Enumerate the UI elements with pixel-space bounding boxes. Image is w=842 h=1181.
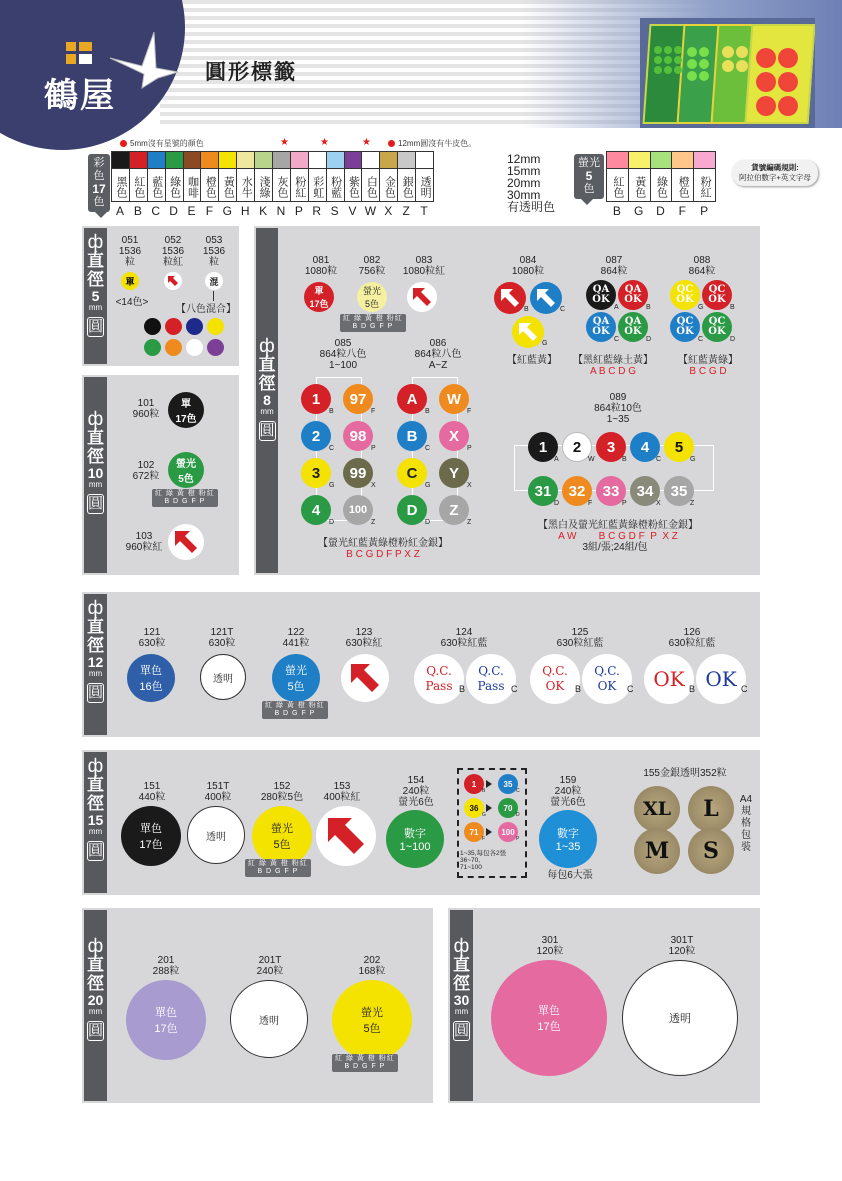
color-dot <box>144 318 161 335</box>
star-icon: ★ <box>362 137 371 148</box>
color-code: B <box>459 684 466 694</box>
number-dot: C <box>397 458 427 488</box>
item-201-dot: 單色 17色 <box>126 980 206 1060</box>
item-081-label: 081 1080粒 <box>304 255 338 277</box>
item-083-label: 083 1080粒紅 <box>402 255 446 277</box>
color-swatch <box>130 152 148 169</box>
color-code: B <box>133 204 142 218</box>
item-153-dot <box>316 806 376 866</box>
color-dot <box>186 318 203 335</box>
color-code: P <box>516 836 520 842</box>
number-dot: D <box>397 495 427 525</box>
color-swatch <box>607 152 629 169</box>
item-201-label: 201 288粒 <box>152 955 180 977</box>
color-name: 白色 <box>362 169 380 202</box>
item-081-dot: 單 17色 <box>304 282 334 312</box>
color-code: F <box>371 408 376 415</box>
item-152-dot: 螢光 5色 <box>252 806 312 866</box>
item-089-codes: A W B C G D F P X Z <box>558 531 678 542</box>
color-code: T <box>420 204 428 218</box>
color-code: D <box>646 336 652 343</box>
number-dot: 35 <box>664 476 694 506</box>
logo-text: 鶴屋 <box>44 76 116 116</box>
number-dot: 70 <box>498 798 518 818</box>
qc-dot: Q.C. OK <box>582 654 632 704</box>
color-name: 灰色 <box>273 169 291 202</box>
color-code: B <box>524 306 529 313</box>
item-089-colors: 【黑白及螢光紅藍黃綠橙粉紅金銀】 <box>538 520 698 531</box>
color-code: C <box>425 445 431 452</box>
color-code: W <box>588 456 595 463</box>
color-name: 黃色 <box>629 169 651 202</box>
color-swatch <box>672 152 694 169</box>
color-dot <box>165 339 182 356</box>
number-dot: 99 <box>343 458 373 488</box>
item-053-dot: 混 <box>205 272 223 290</box>
item-123-label: 123 630粒紅 <box>345 627 383 649</box>
item-154-dot: 數字 1~100 <box>386 810 444 868</box>
arrow-icon <box>175 531 197 553</box>
color-name: 銀色 <box>398 169 416 202</box>
color-name: 綠色 <box>651 169 673 202</box>
arrow-icon <box>486 780 492 788</box>
product-photo <box>640 18 815 128</box>
item-089-pack: 3組/張;24組/包 <box>582 542 648 553</box>
a4-note: A4 規 格 包 裝 <box>739 794 753 853</box>
item-102-label: 102 672粒 <box>132 460 160 482</box>
color-code: C <box>698 336 704 343</box>
color-name: 粉紅 <box>291 169 309 202</box>
number-dot: 1 <box>528 432 558 462</box>
color-code: V <box>348 204 357 218</box>
color-code: C <box>560 306 566 313</box>
color-code: D <box>730 336 736 343</box>
arrow-dot <box>530 282 562 314</box>
item-101-label: 101 960粒 <box>132 398 160 420</box>
arrow-icon <box>486 828 492 836</box>
color-name: 粉紅 <box>694 169 716 202</box>
color-code: Z <box>690 500 695 507</box>
number-dot: 32 <box>562 476 592 506</box>
color-name: 彩虹 <box>309 169 327 202</box>
number-dot: 2 <box>301 421 331 451</box>
item-301-label: 301 120粒 <box>536 935 564 957</box>
color-dot <box>207 339 224 356</box>
arrow-dot <box>494 282 526 314</box>
item-089-label: 089 864粒10色 1~35 <box>594 392 642 425</box>
color-code: E <box>187 204 196 218</box>
color-code: P <box>622 500 627 507</box>
color-swatch <box>398 152 416 169</box>
color-code: G <box>542 340 548 347</box>
fluoro-mini-legend: 紅 綠 黃 橙 粉紅 B D G F P <box>262 701 328 719</box>
color-code: G <box>690 456 696 463</box>
color-code: B <box>425 408 430 415</box>
number-dot: 98 <box>343 421 373 451</box>
color-code: B <box>329 408 334 415</box>
color-code: S <box>330 204 339 218</box>
number-dot: 4 <box>630 432 660 462</box>
star-icon: ★ <box>320 137 329 148</box>
item-159-dot: 數字 1~35 <box>539 810 597 868</box>
number-dot: 31 <box>528 476 558 506</box>
qc-dot: OK <box>644 654 694 704</box>
item-086-label: 086 864粒八色 A~Z <box>414 338 462 371</box>
item-085-colors: 【螢光紅藍黃綠橙粉紅金銀】 <box>318 538 448 549</box>
color-dot <box>144 339 161 356</box>
color-code: A <box>614 304 619 311</box>
item-082-label: 082 756粒 <box>358 255 386 277</box>
number-dot: A <box>397 384 427 414</box>
item-121t-label: 121T 630粒 <box>208 627 236 649</box>
color-swatch <box>273 152 291 169</box>
item-124-label: 124 630粒紅藍 <box>440 627 488 649</box>
color-code: F <box>678 204 686 218</box>
color-code: W <box>364 204 377 218</box>
number-dot: Y <box>439 458 469 488</box>
item-151t-dot: 透明 <box>187 806 245 864</box>
number-dot: 1 <box>301 384 331 414</box>
color-code: G <box>329 482 335 489</box>
qc-dot: Q.C. Pass <box>466 654 516 704</box>
color-dot <box>207 318 224 335</box>
fluoro-tag: 螢光 5 色 <box>574 154 604 199</box>
color-swatch <box>327 152 345 169</box>
side-label-5mm: ф 直 徑 5 mm 圓 <box>84 228 107 364</box>
item-121t-dot: 透明 <box>200 654 246 700</box>
color-code: D <box>516 812 520 818</box>
color-swatch <box>309 152 327 169</box>
color-code: G <box>634 204 644 218</box>
color-swatch <box>112 152 130 169</box>
number-dot: 35 <box>498 774 518 794</box>
color-code: B <box>622 456 627 463</box>
star-note: 5mm沒有星號的顏色 <box>120 138 204 149</box>
logo-mark-icon <box>66 42 92 64</box>
number-dot: W <box>439 384 469 414</box>
item-051-label: 051 1536 粒 <box>118 235 142 268</box>
color-code: C <box>516 788 520 794</box>
color-name: 金色 <box>380 169 398 202</box>
number-dot: 2 <box>562 432 592 462</box>
color-name: 咖啡 <box>184 169 202 202</box>
color-code: A <box>115 204 124 218</box>
item-201t-label: 201T 240粒 <box>256 955 284 977</box>
color-swatch <box>291 152 309 169</box>
qa-dot: QC OK <box>702 312 732 342</box>
color-code: G <box>425 482 431 489</box>
item-085-label: 085 864粒八色 1~100 <box>319 338 367 371</box>
color-code: G <box>222 204 232 218</box>
qa-dot: QC OK <box>702 280 732 310</box>
color17-tag: 彩色 17 色 <box>88 154 110 212</box>
number-dot: B <box>397 421 427 451</box>
color-code: B <box>730 304 735 311</box>
qc-dot: Q.C. Pass <box>414 654 464 704</box>
item-125-label: 125 630粒紅藍 <box>556 627 604 649</box>
fluoro-mini-legend: 紅 綠 黃 橙 粉紅 B D G F P <box>152 489 218 507</box>
item-121-dot: 單色 16色 <box>127 654 175 702</box>
color-code: H <box>240 204 250 218</box>
color-swatch <box>362 152 380 169</box>
color-name: 藍色 <box>148 169 166 202</box>
color-code: P <box>371 445 376 452</box>
color-count-label: <14色> <box>115 297 149 308</box>
color-swatch <box>629 152 651 169</box>
item-087-colors: 【黑紅藍綠土黃】 <box>573 355 653 366</box>
color-code: C <box>329 445 335 452</box>
item-154-note: 1~35,每包各2張 36~70, 71~100 <box>460 850 507 871</box>
color-swatch <box>219 152 237 169</box>
color-name: 淺綠 <box>255 169 273 202</box>
side-label-20mm: ф 直 徑 20 mm 圓 <box>84 910 107 1101</box>
arrow-dot <box>512 316 544 348</box>
color-code: X <box>467 482 472 489</box>
size-dot: S <box>688 828 734 874</box>
color-swatch <box>694 152 716 169</box>
number-dot: 3 <box>596 432 626 462</box>
connector-line <box>213 291 214 301</box>
color-code: Z <box>371 519 376 526</box>
color-name: 紫色 <box>345 169 363 202</box>
item-084-label: 084 1080粒 <box>511 255 545 277</box>
qa-dot: QA OK <box>586 280 616 310</box>
fluoro-grid <box>606 151 716 202</box>
color-code: N <box>276 204 286 218</box>
number-dot: 97 <box>343 384 373 414</box>
item-101-dot: 單 17色 <box>168 392 204 428</box>
color-name: 綠色 <box>166 169 184 202</box>
color-name: 黑色 <box>112 169 130 202</box>
item-202-label: 202 168粒 <box>358 955 386 977</box>
color17-grid <box>111 151 434 202</box>
arrow-icon <box>168 276 178 286</box>
number-dot: 36 <box>464 798 484 818</box>
qa-dot: QA OK <box>586 312 616 342</box>
item-301t-dot: 透明 <box>622 960 738 1076</box>
fluoro-letters <box>606 204 715 218</box>
side-label-12mm: ф 直 徑 12 mm 圓 <box>84 594 107 735</box>
item-151-dot: 單色 17色 <box>121 806 181 866</box>
mix-label: 【八色混合】 <box>176 304 236 315</box>
item-159-pack: 每包6大張 <box>547 870 593 881</box>
star-icon: ★ <box>280 137 289 148</box>
item-126-label: 126 630粒紅藍 <box>668 627 716 649</box>
fluoro-mini-legend: 紅 綠 黃 橙 粉紅 B D G F P <box>340 314 406 332</box>
color-swatch <box>166 152 184 169</box>
item-122-label: 122 441粒 <box>282 627 310 649</box>
side-label-10mm: ф 直 徑 10 mm 圓 <box>84 377 107 573</box>
item-103-label: 103 960粒紅 <box>125 531 163 553</box>
side-label-8mm: ф 直 徑 8 mm 圓 <box>256 228 278 573</box>
fluoro-mini-legend: 紅 綠 黃 橙 粉紅 B D G F P <box>245 859 311 877</box>
item-102-dot: 螢光 5色 <box>168 452 204 488</box>
color-code: X <box>656 500 661 507</box>
qc-dot: Q.C. OK <box>530 654 580 704</box>
number-dot: 5 <box>664 432 694 462</box>
item-152-label: 152 280粒5色 <box>260 781 304 803</box>
item-084-colors: 【紅藍黃】 <box>507 355 557 366</box>
color-swatch <box>416 152 434 169</box>
color-code: P <box>294 204 303 218</box>
color-name: 水牛 <box>237 169 255 202</box>
color-code: K <box>259 204 268 218</box>
color-name: 粉藍 <box>327 169 345 202</box>
color-code: D <box>425 519 431 526</box>
color-name: 橙色 <box>201 169 219 202</box>
item-154-label: 154 240粒 螢光6色 <box>398 775 434 808</box>
size-list: 12mm 15mm 20mm 30mm 有透明色 <box>507 152 556 214</box>
number-dot: X <box>439 421 469 451</box>
color-code: B <box>689 684 696 694</box>
qc-dot: OK <box>696 654 746 704</box>
item-051-dot: 單 <box>121 272 139 290</box>
color-dot <box>165 318 182 335</box>
color-name: 紅色 <box>130 169 148 202</box>
number-dot: 34 <box>630 476 660 506</box>
color-code: F <box>588 500 593 507</box>
code-rule-note: 貨號編碼規則: 阿拉伯數字+英文字母 <box>732 160 818 186</box>
color-code: A <box>554 456 559 463</box>
color-code: X <box>371 482 376 489</box>
item-083-dot <box>407 282 437 312</box>
size-dot: M <box>634 828 680 874</box>
color-code: G <box>698 304 704 311</box>
color-swatch <box>380 152 398 169</box>
color-code: D <box>329 519 335 526</box>
color-code: G <box>482 812 486 818</box>
item-087-codes: A B C D G <box>589 366 637 377</box>
item-087-label: 087 864粒 <box>600 255 628 277</box>
item-052-dot <box>164 272 182 290</box>
crane-icon <box>108 28 180 90</box>
side-label-15mm: ф 直 徑 15 mm 圓 <box>84 752 107 893</box>
item-151t-label: 151T 400粒 <box>204 781 232 803</box>
color-code: B <box>646 304 651 311</box>
item-088-colors: 【紅藍黃綠】 <box>678 355 738 366</box>
arrow-icon <box>413 288 431 306</box>
color-swatch <box>237 152 255 169</box>
item-103-dot <box>168 524 204 560</box>
item-122-dot: 螢光 5色 <box>272 654 320 702</box>
item-085-codes: B C G D F P X Z <box>346 549 420 560</box>
item-153-label: 153 400粒紅 <box>323 781 361 803</box>
color-swatch <box>651 152 673 169</box>
color-swatch <box>148 152 166 169</box>
item-053-label: 053 1536 粒 <box>202 235 226 268</box>
color-code: Z <box>467 519 472 526</box>
item-155-label: 155金銀透明352粒 <box>643 768 727 779</box>
side-label-30mm: ф 直 徑 30 mm 圓 <box>450 910 473 1101</box>
color-code: Z <box>402 204 410 218</box>
item-301-dot: 單色 17色 <box>491 960 607 1076</box>
qa-dot: QA OK <box>618 280 648 310</box>
qa-dot: QA OK <box>618 312 648 342</box>
color-code: C <box>614 336 620 343</box>
qa-dot: QC OK <box>670 280 700 310</box>
arrow-icon <box>351 664 379 692</box>
item-121-label: 121 630粒 <box>138 627 166 649</box>
arrow-icon <box>486 804 492 812</box>
color-name: 透明 <box>416 169 434 202</box>
color-code: D <box>554 500 560 507</box>
color-name: 紅色 <box>607 169 629 202</box>
dot-note: 12mm圓沒有牛皮色。 <box>388 138 476 149</box>
size-dot: XL <box>634 786 680 832</box>
color-code: R <box>312 204 322 218</box>
color-code: F <box>467 408 472 415</box>
item-123-dot <box>341 654 389 702</box>
color-dot <box>186 339 203 356</box>
color-code: C <box>741 684 748 694</box>
number-dot: 3 <box>301 458 331 488</box>
number-dot: 100 <box>343 495 373 525</box>
color-swatch <box>255 152 273 169</box>
item-082-dot: 螢光 5色 <box>357 282 387 312</box>
item-088-label: 088 864粒 <box>688 255 716 277</box>
arrow-icon <box>328 818 364 854</box>
size-dot: L <box>688 786 734 832</box>
color-code: X <box>384 204 393 218</box>
color-swatch <box>201 152 219 169</box>
number-dot: 33 <box>596 476 626 506</box>
color-name: 橙色 <box>672 169 694 202</box>
item-052-label: 052 1536 粒紅 <box>161 235 185 268</box>
number-dot: Z <box>439 495 469 525</box>
qa-dot: QC OK <box>670 312 700 342</box>
item-159-label: 159 240粒 螢光6色 <box>550 775 586 808</box>
color-code: B <box>612 204 621 218</box>
number-dot: 4 <box>301 495 331 525</box>
color-code: F <box>205 204 214 218</box>
color-swatch <box>184 152 202 169</box>
color-code: C <box>151 204 161 218</box>
fluoro-mini-legend: 紅 綠 黃 橙 粉紅 B D G F P <box>332 1054 398 1072</box>
item-201t-dot: 透明 <box>230 980 308 1058</box>
page-title: 圓形標籤 <box>205 60 297 84</box>
item-151-label: 151 440粒 <box>138 781 166 803</box>
color-swatch <box>345 152 363 169</box>
color17-letters <box>111 204 433 218</box>
color-code: B <box>482 788 486 794</box>
color-code: P <box>700 204 709 218</box>
color-name: 黃色 <box>219 169 237 202</box>
number-dot: 71 <box>464 822 484 842</box>
item-202-dot: 螢光 5色 <box>332 980 412 1060</box>
item-088-codes: B C G D <box>689 366 727 377</box>
color-code: C <box>627 684 634 694</box>
color-code: B <box>575 684 582 694</box>
color-code: C <box>656 456 662 463</box>
color-code: D <box>656 204 665 218</box>
color-code: D <box>169 204 178 218</box>
number-dot: 1 <box>464 774 484 794</box>
color-code: F <box>482 836 486 842</box>
item-301t-label: 301T 120粒 <box>668 935 696 957</box>
number-dot: 100 <box>498 822 518 842</box>
color-code: C <box>511 684 518 694</box>
color-code: P <box>467 445 472 452</box>
